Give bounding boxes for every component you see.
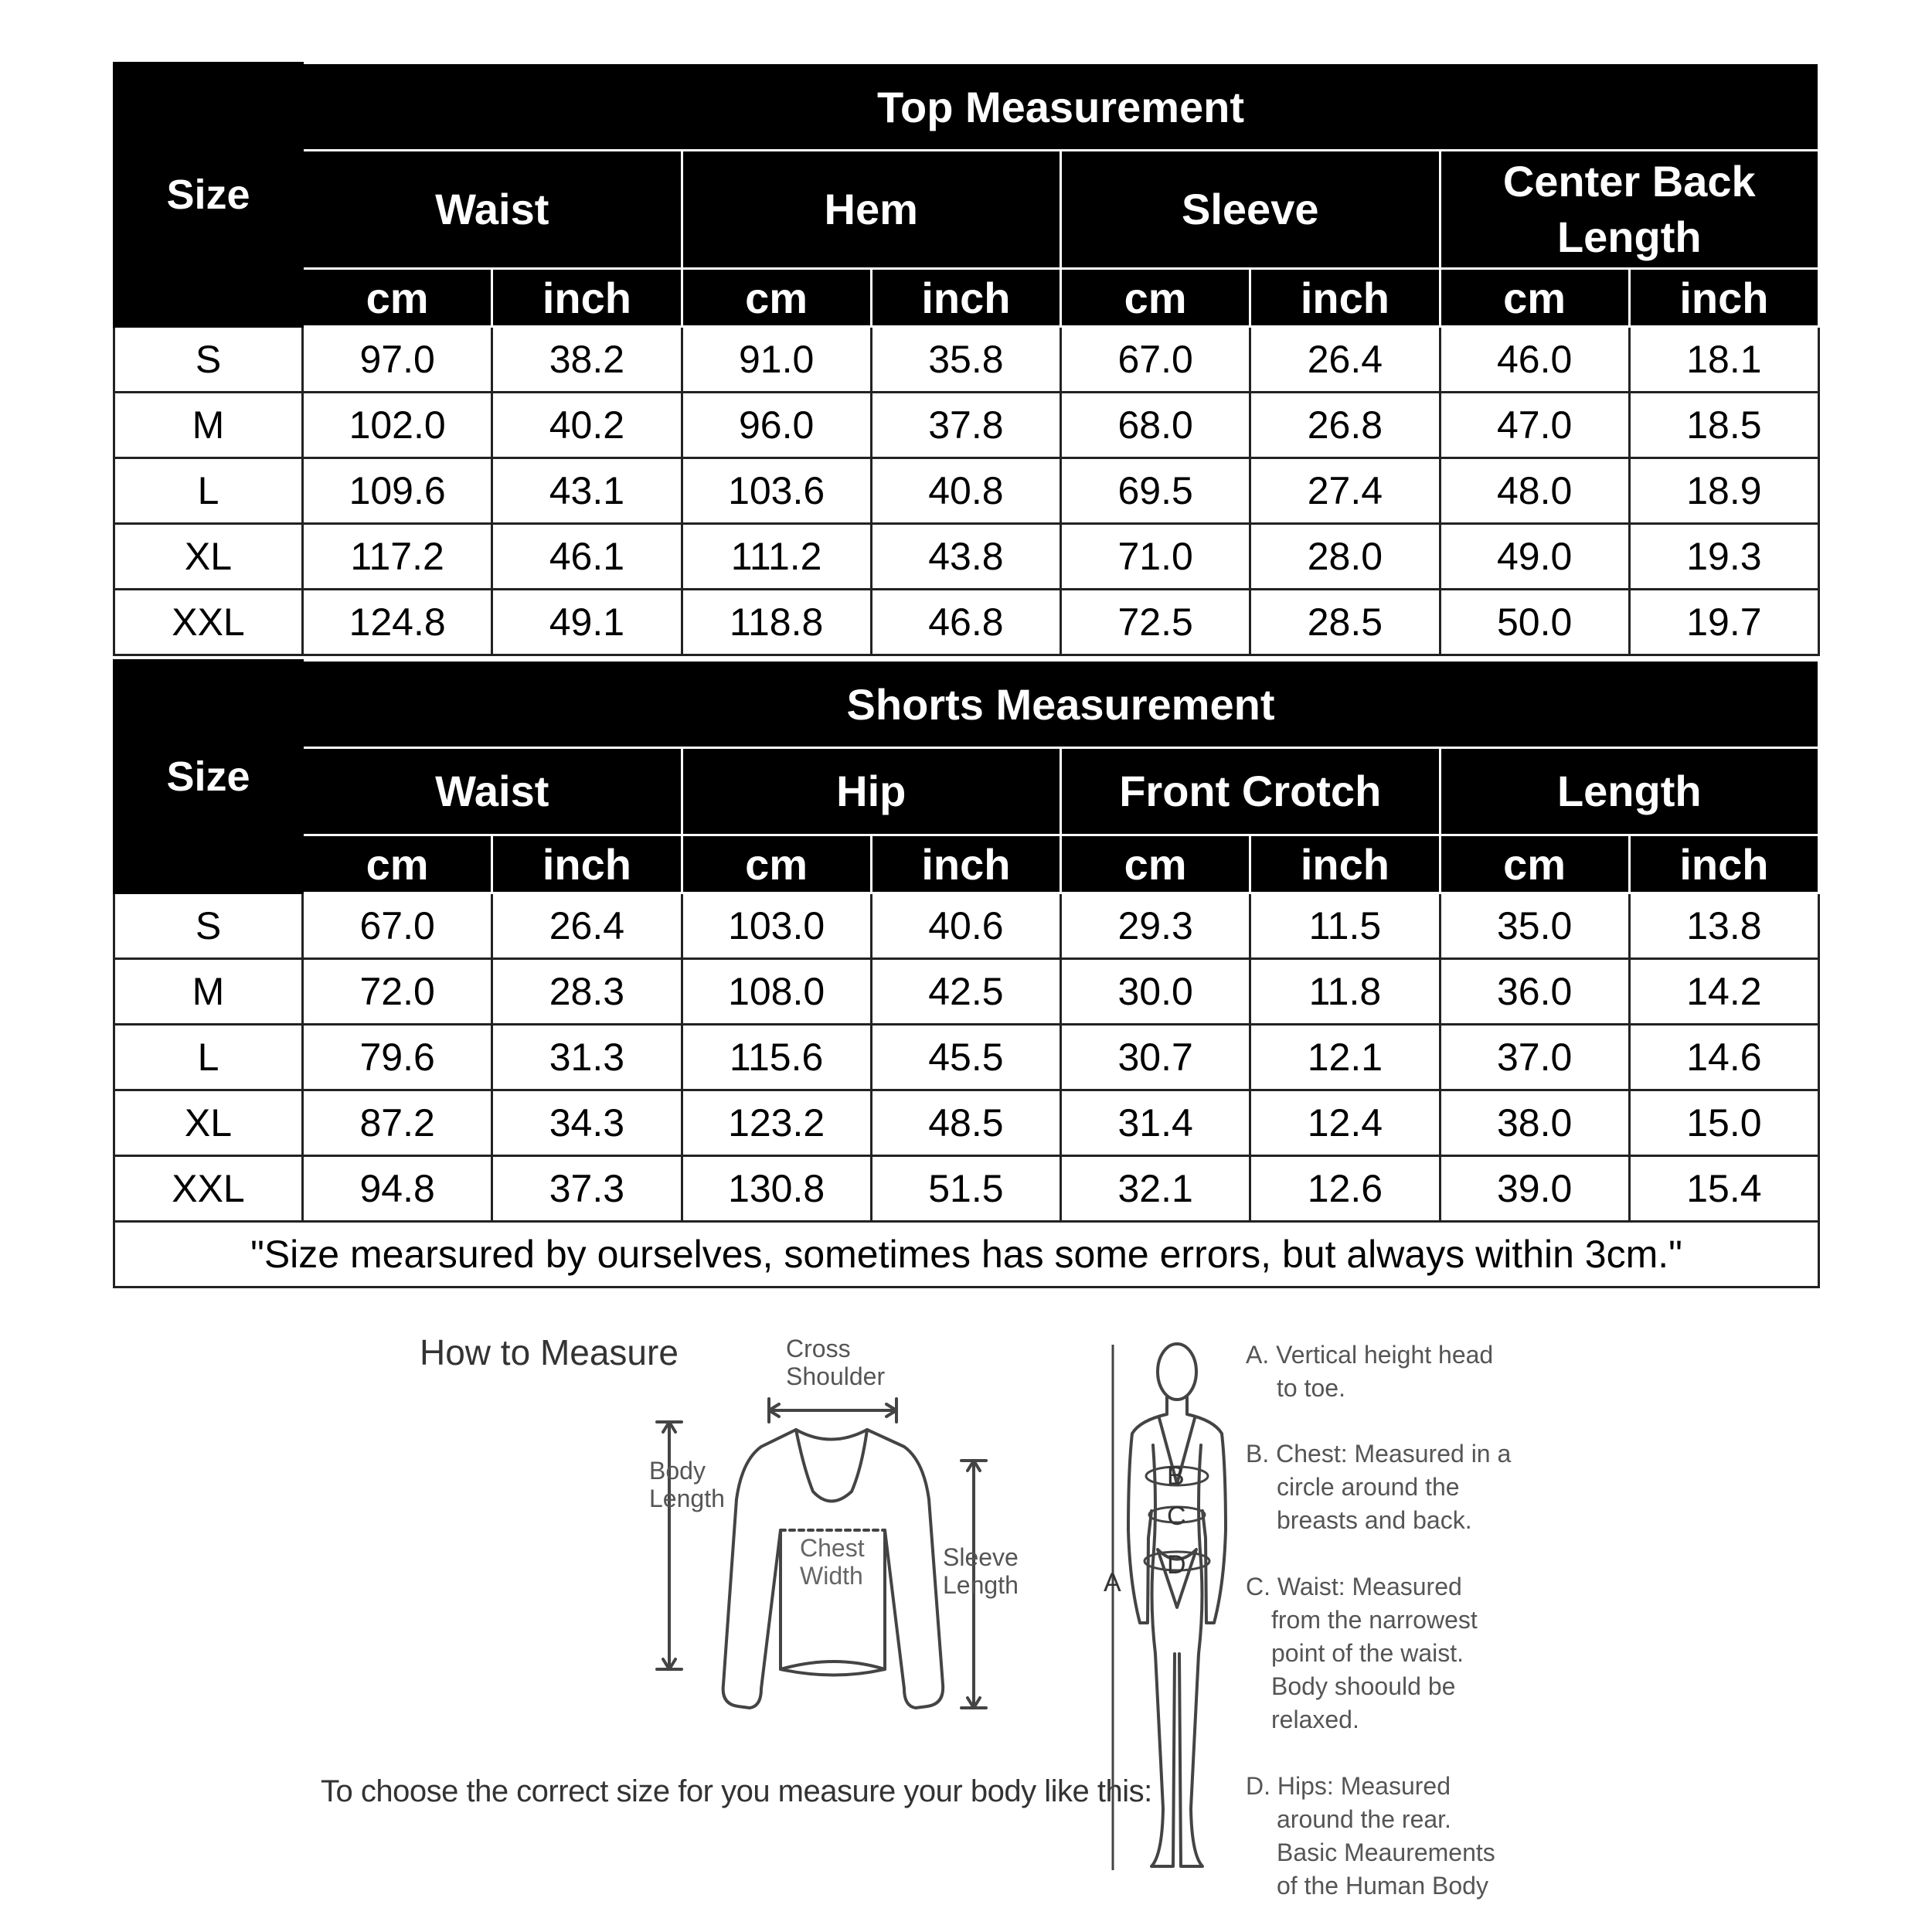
legend-a: A. Vertical height head (1246, 1341, 1494, 1369)
value-cell: 68.0 (1061, 393, 1250, 458)
size-cell: S (114, 327, 303, 393)
unit-header: cm (1440, 269, 1629, 327)
value-cell: 19.7 (1629, 590, 1818, 655)
value-cell: 91.0 (682, 327, 871, 393)
shorts-measurement-table (113, 659, 1820, 1288)
unit-header: inch (871, 835, 1060, 893)
body-figure-icon (1097, 1329, 1252, 1886)
value-cell: 67.0 (1061, 327, 1250, 393)
value-cell: 51.5 (871, 1156, 1060, 1222)
value-cell: 117.2 (303, 524, 492, 590)
group-header: Length (1440, 748, 1819, 835)
legend-d: around the rear. (1277, 1805, 1451, 1833)
value-cell: 37.0 (1440, 1025, 1629, 1090)
value-cell: 118.8 (682, 590, 871, 655)
value-cell: 48.0 (1440, 458, 1629, 524)
size-cell: S (114, 893, 303, 959)
value-cell: 31.3 (492, 1025, 682, 1090)
value-cell: 26.8 (1250, 393, 1440, 458)
value-cell: 103.6 (682, 458, 871, 524)
value-cell: 69.5 (1061, 458, 1250, 524)
value-cell: 115.6 (682, 1025, 871, 1090)
table-row (114, 1025, 1819, 1090)
value-cell: 18.9 (1629, 458, 1818, 524)
table-row (114, 590, 1819, 655)
legend-c: from the narrowest (1271, 1606, 1478, 1634)
value-cell: 97.0 (303, 327, 492, 393)
value-cell: 30.0 (1061, 959, 1250, 1025)
value-cell: 30.7 (1061, 1025, 1250, 1090)
sleeve-length-label: Sleeve (943, 1543, 1019, 1571)
value-cell: 71.0 (1061, 524, 1250, 590)
value-cell: 46.8 (871, 590, 1060, 655)
value-cell: 96.0 (682, 393, 871, 458)
table-row (114, 959, 1819, 1025)
value-cell: 49.0 (1440, 524, 1629, 590)
value-cell: 37.3 (492, 1156, 682, 1222)
size-cell: XL (114, 524, 303, 590)
value-cell: 79.6 (303, 1025, 492, 1090)
value-cell: 124.8 (303, 590, 492, 655)
size-cell: L (114, 1025, 303, 1090)
group-header: Waist (303, 151, 682, 269)
value-cell: 15.0 (1629, 1090, 1818, 1156)
value-cell: 34.3 (492, 1090, 682, 1156)
legend-c: relaxed. (1271, 1706, 1359, 1733)
size-cell: M (114, 959, 303, 1025)
value-cell: 12.4 (1250, 1090, 1440, 1156)
group-header: Sleeve (1061, 151, 1440, 269)
chest-width-label: Chest (800, 1534, 865, 1562)
unit-header: cm (1440, 835, 1629, 893)
body-length-label: Length (649, 1485, 725, 1512)
value-cell: 37.8 (871, 393, 1060, 458)
table-row (114, 393, 1819, 458)
value-cell: 40.2 (492, 393, 682, 458)
group-header: Hem (682, 151, 1061, 269)
marker-b: B (1167, 1461, 1185, 1491)
value-cell: 123.2 (682, 1090, 871, 1156)
table-row (114, 1156, 1819, 1222)
value-cell: 18.5 (1629, 393, 1818, 458)
value-cell: 46.0 (1440, 327, 1629, 393)
value-cell: 32.1 (1061, 1156, 1250, 1222)
legend-c: Body shoould be (1271, 1672, 1456, 1700)
value-cell: 13.8 (1629, 893, 1818, 959)
legend-d: D. Hips: Measured (1246, 1772, 1451, 1800)
value-cell: 15.4 (1629, 1156, 1818, 1222)
value-cell: 43.1 (492, 458, 682, 524)
size-cell: XXL (114, 590, 303, 655)
value-cell: 11.8 (1250, 959, 1440, 1025)
value-cell: 67.0 (303, 893, 492, 959)
unit-header: cm (303, 269, 492, 327)
table-row (114, 893, 1819, 959)
table-row (114, 524, 1819, 590)
value-cell: 130.8 (682, 1156, 871, 1222)
value-cell: 102.0 (303, 393, 492, 458)
unit-header: inch (492, 835, 682, 893)
marker-d: D (1167, 1550, 1186, 1580)
legend-d: of the Human Body (1277, 1872, 1488, 1900)
how-to-measure-title: How to Measure (420, 1332, 679, 1372)
value-cell: 18.1 (1629, 327, 1818, 393)
value-cell: 38.0 (1440, 1090, 1629, 1156)
size-cell: L (114, 458, 303, 524)
value-cell: 87.2 (303, 1090, 492, 1156)
legend-d: Basic Meaurements (1277, 1838, 1495, 1866)
chest-width-label: Width (800, 1562, 863, 1590)
value-cell: 28.3 (492, 959, 682, 1025)
table-row (114, 458, 1819, 524)
size-header: Size (114, 661, 303, 893)
cross-shoulder-label: Cross (786, 1335, 851, 1362)
group-header: Front Crotch (1061, 748, 1440, 835)
unit-header: inch (871, 269, 1060, 327)
value-cell: 48.5 (871, 1090, 1060, 1156)
size-cell: M (114, 393, 303, 458)
top-measurement-table (113, 62, 1820, 656)
table-row (114, 1090, 1819, 1156)
unit-header: cm (1061, 835, 1250, 893)
value-cell: 94.8 (303, 1156, 492, 1222)
unit-header: inch (1629, 269, 1818, 327)
value-cell: 108.0 (682, 959, 871, 1025)
value-cell: 35.0 (1440, 893, 1629, 959)
unit-header: cm (682, 835, 871, 893)
value-cell: 72.5 (1061, 590, 1250, 655)
value-cell: 19.3 (1629, 524, 1818, 590)
shorts-table-title: Shorts Measurement (303, 661, 1819, 748)
value-cell: 40.6 (871, 893, 1060, 959)
size-note: "Size mearsured by ourselves, sometimes has some errors, but always within 3cm." (114, 1222, 1819, 1287)
group-header: Hip (682, 748, 1061, 835)
value-cell: 38.2 (492, 327, 682, 393)
value-cell: 109.6 (303, 458, 492, 524)
group-header: Center Back Length (1440, 151, 1819, 269)
marker-a: A (1104, 1568, 1121, 1597)
value-cell: 31.4 (1061, 1090, 1250, 1156)
value-cell: 39.0 (1440, 1156, 1629, 1222)
unit-header: cm (303, 835, 492, 893)
legend-c: C. Waist: Measured (1246, 1573, 1462, 1600)
value-cell: 46.1 (492, 524, 682, 590)
value-cell: 111.2 (682, 524, 871, 590)
value-cell: 26.4 (492, 893, 682, 959)
value-cell: 45.5 (871, 1025, 1060, 1090)
value-cell: 12.6 (1250, 1156, 1440, 1222)
marker-c: C (1167, 1502, 1186, 1531)
value-cell: 27.4 (1250, 458, 1440, 524)
value-cell: 50.0 (1440, 590, 1629, 655)
value-cell: 26.4 (1250, 327, 1440, 393)
value-cell: 28.5 (1250, 590, 1440, 655)
unit-header: inch (492, 269, 682, 327)
value-cell: 43.8 (871, 524, 1060, 590)
unit-header: cm (1061, 269, 1250, 327)
unit-header: inch (1629, 835, 1818, 893)
size-cell: XL (114, 1090, 303, 1156)
legend-c: point of the waist. (1271, 1639, 1464, 1667)
unit-header: inch (1250, 835, 1440, 893)
legend-a: to toe. (1277, 1374, 1345, 1402)
value-cell: 29.3 (1061, 893, 1250, 959)
value-cell: 28.0 (1250, 524, 1440, 590)
unit-header: cm (682, 269, 871, 327)
group-header: Waist (303, 748, 682, 835)
size-cell: XXL (114, 1156, 303, 1222)
cross-shoulder-label: Shoulder (786, 1362, 886, 1390)
value-cell: 12.1 (1250, 1025, 1440, 1090)
value-cell: 36.0 (1440, 959, 1629, 1025)
value-cell: 42.5 (871, 959, 1060, 1025)
sleeve-length-label: Length (943, 1571, 1019, 1599)
size-header: Size (114, 63, 303, 327)
value-cell: 14.6 (1629, 1025, 1818, 1090)
body-length-label: Body (649, 1457, 706, 1485)
table-row (114, 327, 1819, 393)
unit-header: inch (1250, 269, 1440, 327)
value-cell: 35.8 (871, 327, 1060, 393)
legend-b: circle around the (1277, 1473, 1460, 1501)
value-cell: 11.5 (1250, 893, 1440, 959)
value-cell: 49.1 (492, 590, 682, 655)
legend-b: B. Chest: Measured in a (1246, 1440, 1512, 1468)
how-to-measure-subtitle: To choose the correct size for you measure your body like this: (321, 1774, 1152, 1808)
value-cell: 14.2 (1629, 959, 1818, 1025)
value-cell: 103.0 (682, 893, 871, 959)
top-table-title: Top Measurement (303, 63, 1819, 151)
legend-b: breasts and back. (1277, 1506, 1472, 1534)
value-cell: 72.0 (303, 959, 492, 1025)
value-cell: 40.8 (871, 458, 1060, 524)
value-cell: 47.0 (1440, 393, 1629, 458)
